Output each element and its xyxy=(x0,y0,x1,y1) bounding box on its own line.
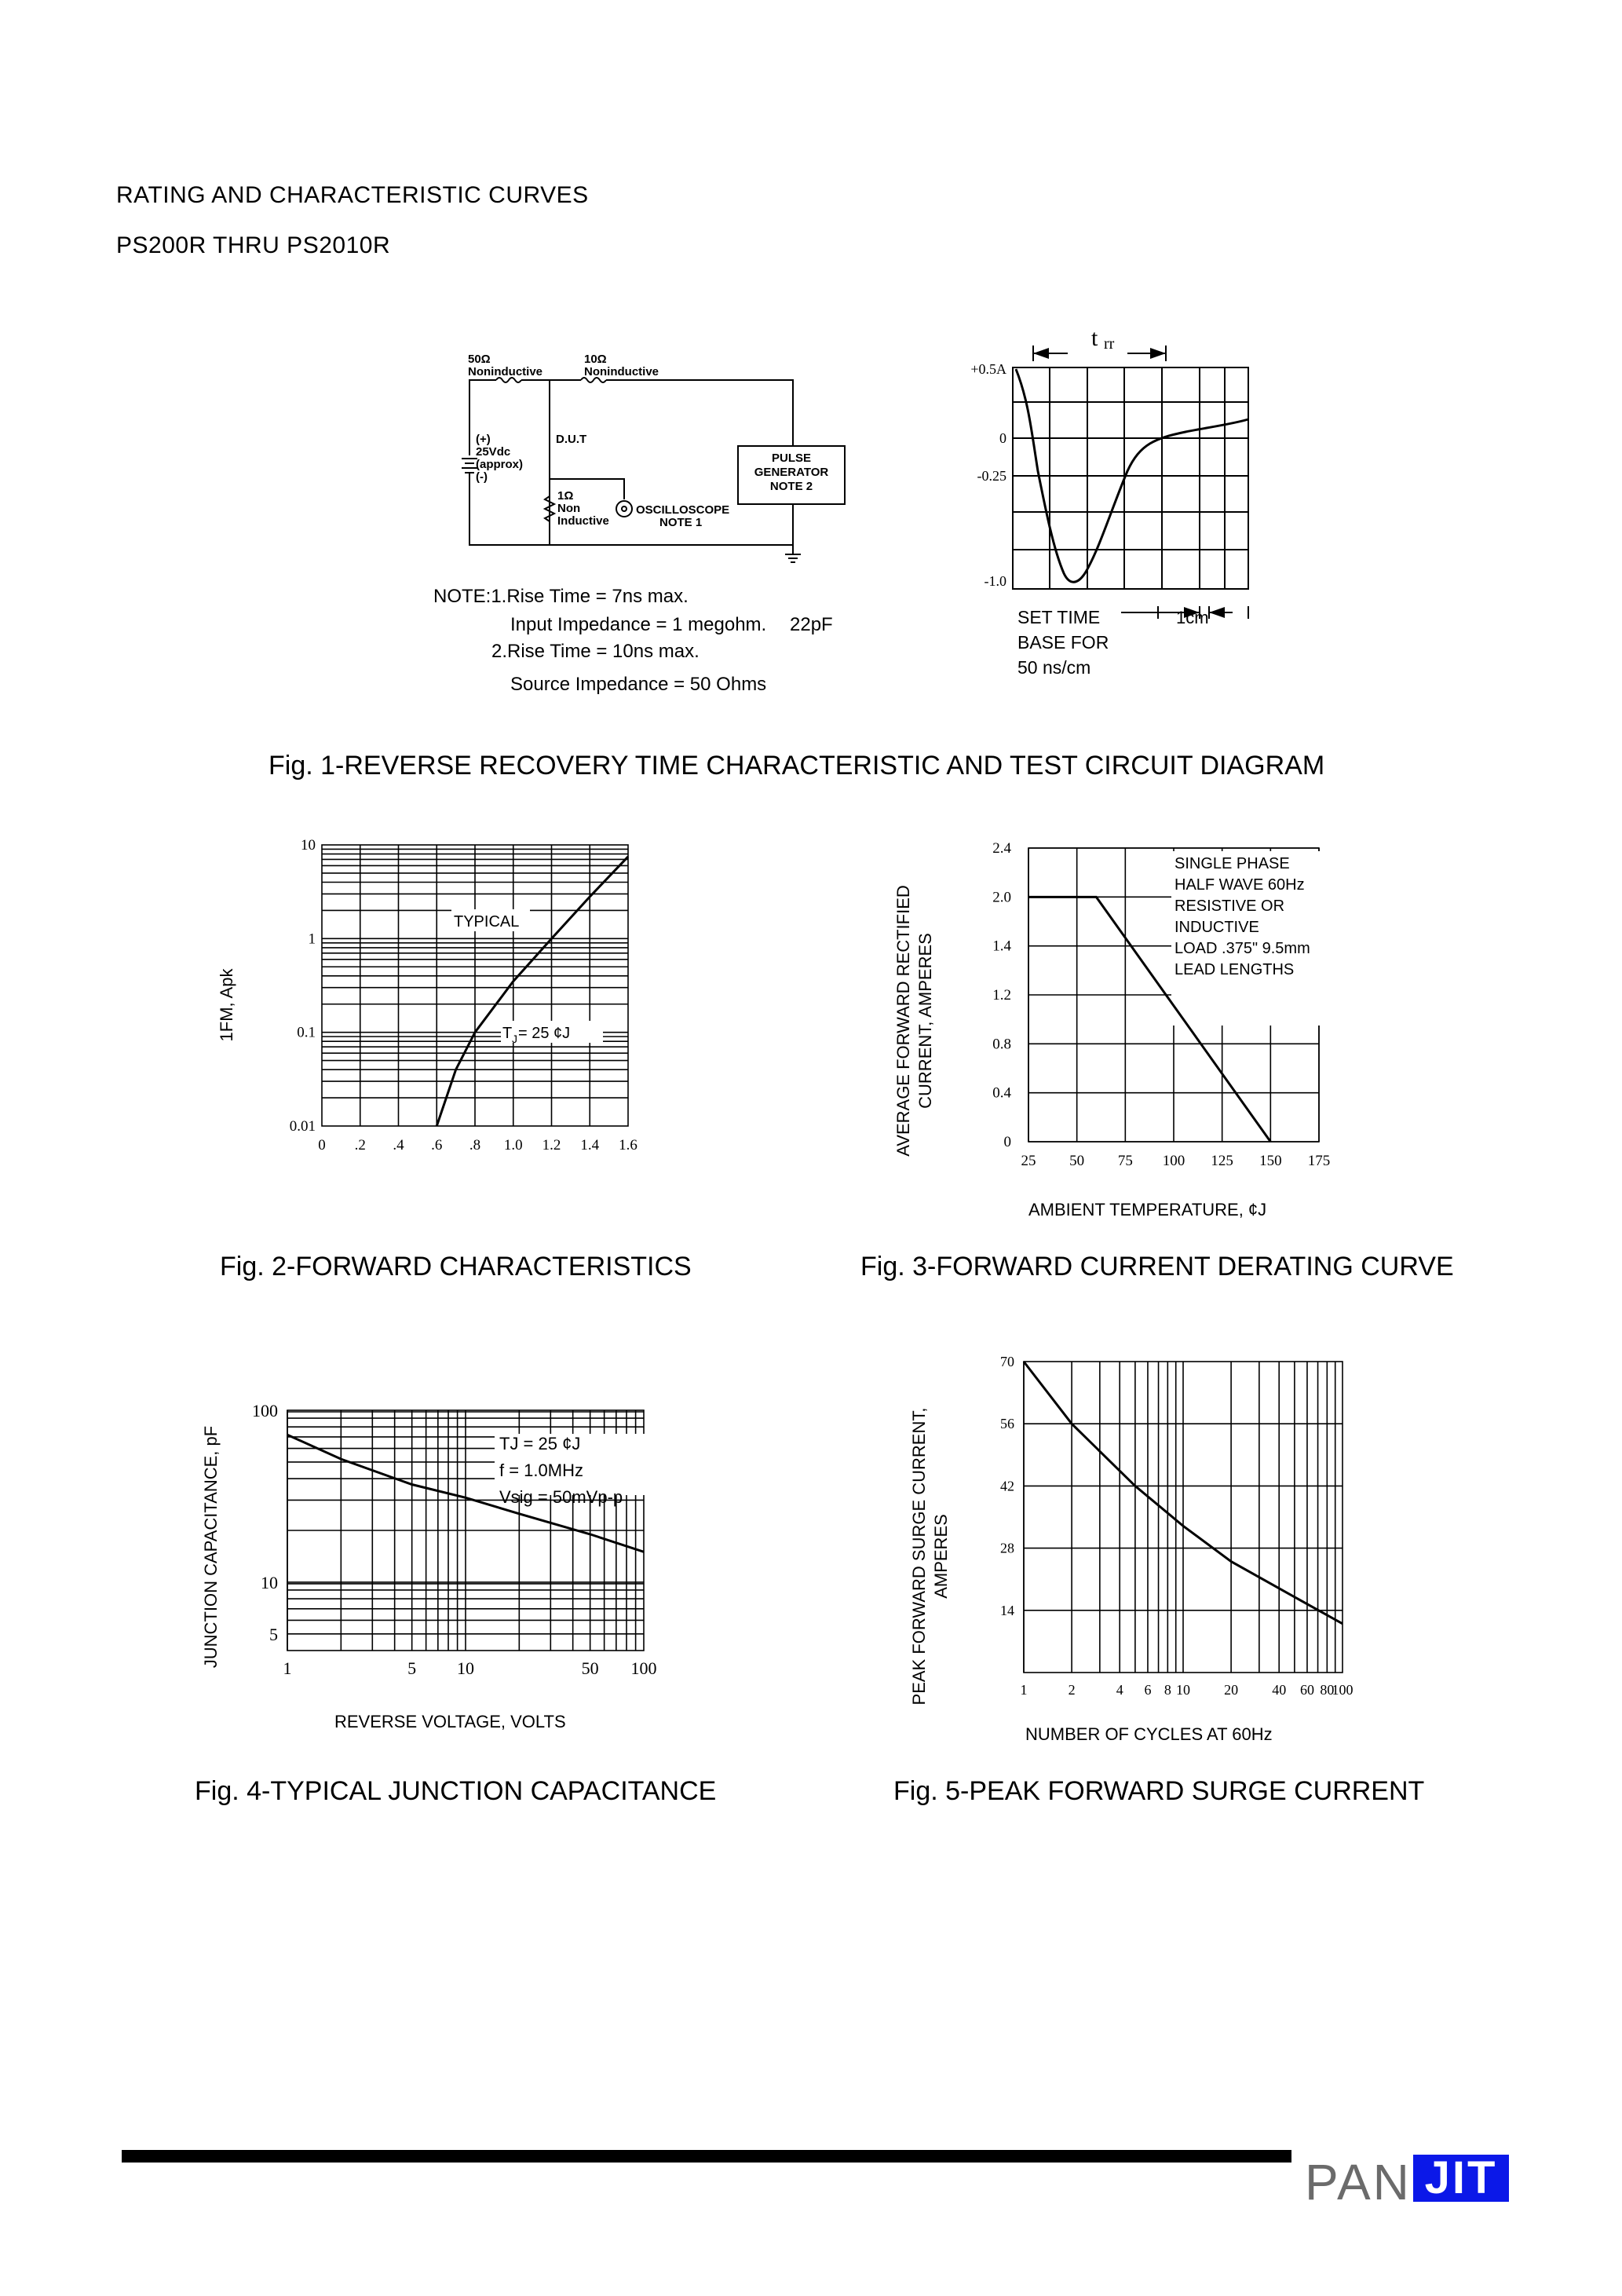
fig2-x-tick: 1.2 xyxy=(542,1137,561,1153)
fig2-y-tick: 0.1 xyxy=(297,1024,316,1041)
fig5-x-tick: 100 xyxy=(1332,1682,1353,1698)
fig3-legend-line: HALF WAVE 60Hz xyxy=(1174,876,1305,894)
fig2-y-tick: 10 xyxy=(301,837,316,854)
fig5-caption: Fig. 5-PEAK FORWARD SURGE CURRENT xyxy=(893,1776,1425,1806)
fig5-x-tick: 6 xyxy=(1144,1682,1152,1698)
fig3-x-axis-label: AMBIENT TEMPERATURE, ¢J xyxy=(1028,1200,1267,1219)
fig3-x-tick: 175 xyxy=(1307,1153,1331,1169)
fig4-legend-line: TJ = 25 ¢J xyxy=(499,1434,581,1453)
footer-rule xyxy=(122,2150,1291,2163)
trr-subscript: rr xyxy=(1104,335,1115,353)
fig2-caption: Fig. 2-FORWARD CHARACTERISTICS xyxy=(220,1252,692,1281)
pulse-gen-l2: GENERATOR xyxy=(754,466,829,479)
fig2-typical-label: TYPICAL xyxy=(454,913,520,930)
trr-label: t xyxy=(1091,325,1098,351)
fig3-legend-line: SINGLE PHASE xyxy=(1174,855,1290,872)
fig5-x-tick: 60 xyxy=(1299,1682,1314,1698)
fig2-series-line xyxy=(437,857,628,1126)
fig3-legend-line: INDUCTIVE xyxy=(1174,919,1259,936)
fig5-y-tick: 28 xyxy=(1000,1540,1014,1556)
fig5-y-tick: 70 xyxy=(1000,1354,1014,1369)
fig2-x-tick: 1.4 xyxy=(580,1137,600,1153)
logo-jit-block: JIT xyxy=(1413,2155,1509,2202)
fig4-x-tick: 50 xyxy=(581,1658,599,1678)
note-1b: Input Impedance = 1 megohm. xyxy=(510,614,767,635)
fig4-legend-line: Vsig = 50mVp-p xyxy=(499,1487,623,1507)
fig3-y-axis-label-l1: AVERAGE FORWARD RECTIFIED xyxy=(893,885,913,1157)
supply-minus: (-) xyxy=(476,470,488,484)
r3-l2: Non xyxy=(557,502,581,515)
fig4-x-tick: 1 xyxy=(283,1658,292,1678)
fig4-y-tick: 10 xyxy=(261,1572,278,1592)
set-time-l1: SET TIME xyxy=(1017,607,1101,627)
scope-l2: NOTE 1 xyxy=(659,516,703,529)
fig5-x-tick: 8 xyxy=(1164,1682,1171,1698)
fig4-y-tick: 100 xyxy=(252,1401,278,1420)
fig5-x-tick: 80 xyxy=(1320,1682,1335,1698)
fig3-legend-line: LOAD .375" 9.5mm xyxy=(1174,940,1310,957)
fig2-tj-sub: J xyxy=(512,1033,517,1045)
fig5-y-tick: 14 xyxy=(1000,1602,1014,1618)
fig5-x-tick: 40 xyxy=(1272,1682,1287,1698)
fig4-legend-line: f = 1.0MHz xyxy=(499,1461,583,1480)
supply-plus: (+) xyxy=(476,433,491,446)
fig5-x-tick: 20 xyxy=(1224,1682,1239,1698)
note-1c: 22pF xyxy=(790,614,833,635)
note-1: NOTE:1.Rise Time = 7ns max. xyxy=(433,586,689,607)
fig3-legend-line: LEAD LENGTHS xyxy=(1174,961,1295,978)
fig3-x-tick: 75 xyxy=(1117,1153,1133,1169)
fig2-y-axis-label: 1FM, Apk xyxy=(217,968,236,1042)
r1-type: Noninductive xyxy=(468,365,543,378)
fig5-x-tick: 4 xyxy=(1116,1682,1123,1698)
fig5-x-tick: 2 xyxy=(1068,1682,1076,1698)
fig3-x-tick: 50 xyxy=(1069,1153,1085,1169)
fig5-x-axis-label: NUMBER OF CYCLES AT 60Hz xyxy=(1025,1724,1273,1744)
fig3-x-tick: 100 xyxy=(1162,1153,1185,1169)
logo-pan-text: PAN xyxy=(1305,2154,1412,2210)
fig2-x-tick: .4 xyxy=(393,1137,404,1153)
fig2-tj-value: = 25 ¢J xyxy=(518,1025,571,1042)
fig4-y-tick: 5 xyxy=(269,1624,278,1644)
fig3-y-tick: 0 xyxy=(1003,1134,1011,1150)
fig3-caption: Fig. 3-FORWARD CURRENT DERATING CURVE xyxy=(860,1252,1454,1281)
fig5-x-tick: 1 xyxy=(1020,1682,1028,1698)
fig4-x-tick: 100 xyxy=(630,1658,657,1678)
set-time-l3: 50 ns/cm xyxy=(1017,657,1091,678)
fig4-x-tick: 5 xyxy=(407,1658,417,1678)
fig2-x-tick: .8 xyxy=(469,1137,481,1153)
cm-label: 1cm xyxy=(1176,608,1209,627)
pulse-gen-l1: PULSE xyxy=(771,452,812,465)
supply-voltage: 25Vdc xyxy=(476,445,511,459)
y-label-minus025: -0.25 xyxy=(977,468,1006,484)
r2-value: 10Ω xyxy=(584,353,607,366)
y-label-0: 0 xyxy=(999,430,1006,446)
fig4-x-axis-label: REVERSE VOLTAGE, VOLTS xyxy=(334,1712,566,1731)
fig5-y-tick: 42 xyxy=(1000,1478,1014,1494)
fig5-y-axis-label-l1: PEAK FORWARD SURGE CURRENT, xyxy=(909,1407,929,1706)
y-label-minus1: -1.0 xyxy=(984,573,1006,589)
recovery-waveform xyxy=(950,314,1264,691)
fig2-x-tick: .2 xyxy=(354,1137,366,1153)
fig5-y-axis-label-l2: AMPERES xyxy=(931,1514,951,1599)
fig3-y-tick: 2.4 xyxy=(992,840,1011,857)
part-range: PS200R THRU PS2010R xyxy=(116,232,391,258)
fig4-y-axis-label: JUNCTION CAPACITANCE, pF xyxy=(201,1425,221,1669)
fig5-x-tick: 10 xyxy=(1176,1682,1190,1698)
set-time-l2: BASE FOR xyxy=(1017,632,1109,653)
supply-approx: (approx) xyxy=(476,458,523,471)
fig1-caption: Fig. 1-REVERSE RECOVERY TIME CHARACTERISTIC AND TEST CIRCUIT DIAGRAM xyxy=(269,751,1325,781)
r3-l3: Inductive xyxy=(557,514,609,528)
fig3-x-tick: 125 xyxy=(1211,1153,1233,1169)
dut-label: D.U.T xyxy=(556,433,587,446)
junction-capacitance-chart xyxy=(196,1398,683,1743)
y-label-plus05: +0.5A xyxy=(970,361,1006,377)
pulse-gen-l3: NOTE 2 xyxy=(769,480,813,493)
fig3-x-tick: 150 xyxy=(1259,1153,1282,1169)
fig3-y-tick: 2.0 xyxy=(992,889,1011,906)
forward-characteristics-chart xyxy=(204,817,659,1178)
fig2-x-tick: 1.0 xyxy=(503,1137,523,1153)
note-2: 2.Rise Time = 10ns max. xyxy=(491,641,700,662)
fig3-y-axis-label-l2: CURRENT, AMPERES xyxy=(915,933,935,1109)
scope-l1: OSCILLOSCOPE xyxy=(636,503,730,517)
fig3-x-tick: 25 xyxy=(1021,1153,1036,1169)
fig3-y-tick: 1.4 xyxy=(992,938,1011,955)
fig3-y-tick: 0.4 xyxy=(992,1084,1011,1102)
fig2-x-tick: 1.6 xyxy=(619,1137,637,1153)
fig5-y-tick: 56 xyxy=(1000,1416,1014,1432)
fig2-y-tick: 0.01 xyxy=(289,1118,316,1135)
r3-value: 1Ω xyxy=(557,489,574,503)
fig2-y-tick: 1 xyxy=(308,930,316,948)
fig3-legend-line: RESISTIVE OR xyxy=(1174,898,1285,915)
fig3-y-tick: 1.2 xyxy=(992,987,1011,1004)
fig3-y-tick: 0.8 xyxy=(992,1036,1011,1053)
derating-curve-chart xyxy=(887,817,1358,1241)
fig2-x-tick: 0 xyxy=(318,1137,326,1153)
fig4-x-tick: 10 xyxy=(457,1658,474,1678)
surge-current-chart xyxy=(903,1327,1374,1751)
page-title: RATING AND CHARACTERISTIC CURVES xyxy=(116,182,589,208)
r1-value: 50Ω xyxy=(468,353,491,366)
fig2-tj-label: T xyxy=(502,1025,513,1042)
fig2-x-tick: .6 xyxy=(431,1137,443,1153)
note-2b: Source Impedance = 50 Ohms xyxy=(510,674,767,695)
r2-type: Noninductive xyxy=(584,365,659,378)
test-circuit-diagram xyxy=(424,345,864,612)
fig4-caption: Fig. 4-TYPICAL JUNCTION CAPACITANCE xyxy=(195,1776,717,1806)
